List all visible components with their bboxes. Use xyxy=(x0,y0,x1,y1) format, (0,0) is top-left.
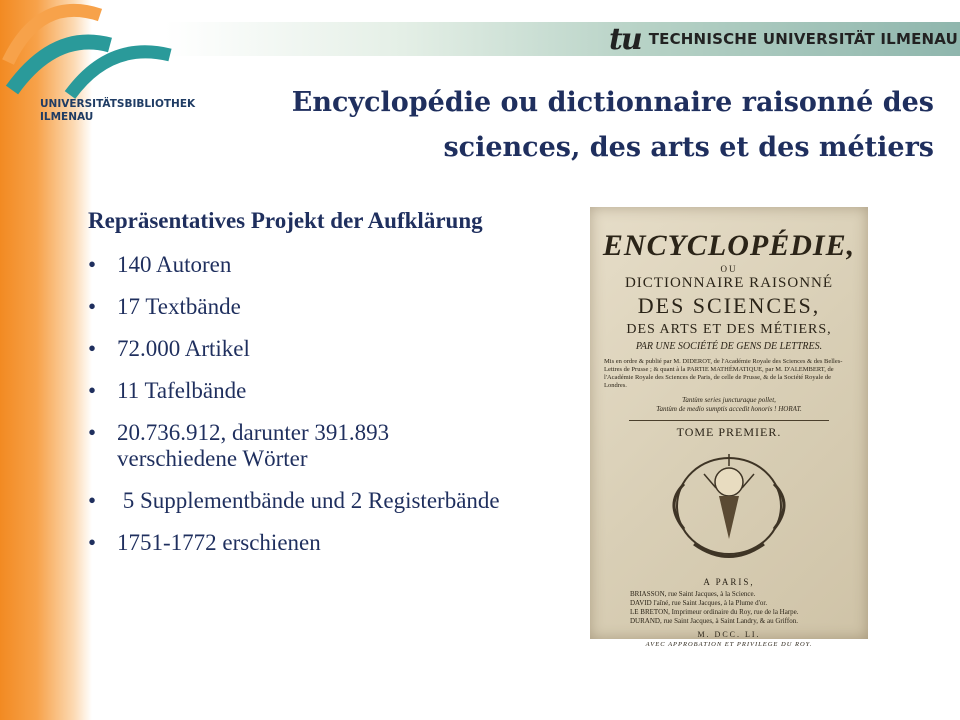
bullet-icon: • xyxy=(88,252,97,277)
bullet-item xyxy=(88,530,508,556)
bullet-item xyxy=(88,252,508,278)
bullet-item xyxy=(88,420,508,472)
book-title-line1: ENCYCLOPÉDIE, xyxy=(602,229,856,262)
book-publisher-4: DURAND, rue Saint Jacques, à Saint Landry, & au Griffon. xyxy=(630,617,798,625)
book-publisher-3: LE BRETON, Imprimeur ordinaire du Roy, rue de la Harpe. xyxy=(630,608,799,616)
book-volume: TOME PREMIER. xyxy=(676,425,782,439)
tu-logo: tu xyxy=(609,21,641,57)
subheading: Repräsentatives Projekt der Aufklärung xyxy=(88,208,483,233)
book-motto xyxy=(590,396,868,414)
book-motto-line2: Tantùm de medio sumptis accedit honoris ! HORAT. xyxy=(656,405,802,413)
slide-content xyxy=(88,206,508,572)
bullet-text: 17 Textbände xyxy=(117,294,241,319)
book-publisher-2: DAVID l'aîné, rue Saint Jacques, à la Plume d'or. xyxy=(630,599,768,607)
bullet-text: 72.000 Artikel xyxy=(117,336,250,361)
bullet-item xyxy=(88,294,508,320)
tu-name: TECHNISCHE UNIVERSITÄT ILMENAU xyxy=(648,30,958,48)
bullet-icon: • xyxy=(88,530,97,555)
bullet-item xyxy=(88,488,508,514)
book-year: M. DCC. LI. xyxy=(697,630,761,639)
tu-header xyxy=(609,22,958,56)
bullet-icon: • xyxy=(88,336,97,361)
book-title-line3: DICTIONNAIRE RAISONNÉ xyxy=(624,275,834,291)
book-title-line2: OU xyxy=(720,264,738,274)
book-title-line4: DES SCIENCES, xyxy=(637,293,821,318)
slide-title xyxy=(234,80,934,170)
title-line1: Encyclopédie ou dictionnaire raisonné des xyxy=(291,87,934,118)
bullet-item xyxy=(88,378,508,404)
book-place: A PARIS, xyxy=(703,577,755,587)
bullet-icon: • xyxy=(88,488,97,513)
bullet-icon: • xyxy=(88,420,97,445)
bullet-text: 1751-1772 erschienen xyxy=(117,530,321,555)
library-name xyxy=(40,98,195,124)
book-rule xyxy=(629,420,829,421)
bullet-item xyxy=(88,336,508,362)
encyclopedie-title-page-image xyxy=(590,207,868,648)
bullet-list xyxy=(88,252,508,556)
book-title-line6: PAR UNE SOCIÉTÉ DE GENS DE LETTRES. xyxy=(635,341,823,352)
bullet-icon: • xyxy=(88,378,97,403)
title-line2: sciences, des arts et des métiers xyxy=(443,132,934,163)
book-publisher-1: BRIASSON, rue Saint Jacques, à la Science. xyxy=(630,590,756,598)
bullet-text: 140 Autoren xyxy=(117,252,232,277)
book-title-line5: DES ARTS ET DES MÉTIERS, xyxy=(626,322,832,337)
library-name-line2: ILMENAU xyxy=(40,111,94,123)
bullet-text: 11 Tafelbände xyxy=(117,378,247,403)
book-editors-text: Mis en ordre & publié par M. DIDEROT, de l'Académie Royale des Sciences & des Belles-Lettres de Prusse ; & quant à la PARTIE MATHÉMATIQUE, par M. D'ALEMBERT, de l'Académie Royale des Sciences de Paris, de celle de Prusse, & de la Société Royale de Londres. xyxy=(604,358,843,389)
library-logo-icon xyxy=(0,0,190,100)
book-privilege: AVEC APPROBATION ET PRIVILEGE DU ROY. xyxy=(645,641,813,648)
vignette-ornament-icon xyxy=(654,444,804,564)
library-name-line1: UNIVERSITÄTSBIBLIOTHEK xyxy=(40,98,196,110)
book-publishers xyxy=(630,590,868,626)
bullet-icon: • xyxy=(88,294,97,319)
bullet-text: 5 Supplementbände und 2 Registerbände xyxy=(117,488,500,513)
library-logo xyxy=(0,0,196,140)
book-motto-line1: Tantùm series juncturaque pollet, xyxy=(682,396,776,404)
bullet-text: 20.736.912, darunter 391.893 verschiedene Wörter xyxy=(117,420,390,471)
